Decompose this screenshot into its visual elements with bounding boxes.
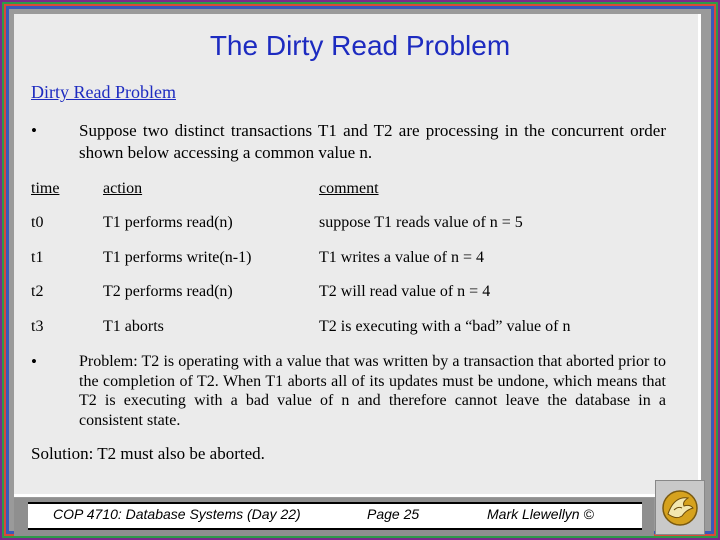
footer-course: COP 4710: Database Systems (Day 22) [53, 506, 301, 522]
section-heading: Dirty Read Problem [31, 82, 176, 102]
footer-author: Mark Llewellyn © [487, 506, 594, 522]
header-time: time [31, 180, 60, 197]
intro-paragraph: Suppose two distinct transactions T1 and T2 are processing in the concurrent order shown below accessing a common value n. [79, 121, 666, 162]
row-comment: T2 will read value of n = 4 [319, 283, 491, 300]
row-comment: T1 writes a value of n = 4 [319, 249, 484, 266]
header-comment: comment [319, 180, 379, 197]
row-time: t1 [31, 249, 44, 266]
pegasus-logo-icon [660, 486, 700, 530]
row-time: t0 [31, 214, 44, 231]
row-comment: T2 is executing with a “bad” value of n [319, 318, 571, 335]
row-time: t3 [31, 318, 44, 335]
slide-title: The Dirty Read Problem [209, 30, 511, 61]
problem-paragraph: Problem: T2 is operating with a value that was written by a transaction that aborted prior to the completion of T2. When T1 aborts all of its updates must be undone, which means that T2 is executing with a bad value of n and therefore cannot leave the database in a consistent state. [79, 353, 666, 429]
bullet-marker: • [31, 121, 37, 140]
solution-text: Solution: T2 must also be aborted. [31, 444, 265, 463]
row-action: T2 performs read(n) [103, 283, 233, 300]
row-action: T1 aborts [103, 318, 164, 335]
footer-page: Page 25 [367, 506, 420, 522]
bullet-marker: • [31, 352, 37, 371]
row-time: t2 [31, 283, 44, 300]
header-action: action [103, 180, 143, 197]
row-comment: suppose T1 reads value of n = 5 [319, 214, 523, 231]
row-action: T1 performs write(n-1) [103, 249, 252, 266]
logo [655, 480, 705, 535]
row-action: T1 performs read(n) [103, 214, 233, 231]
